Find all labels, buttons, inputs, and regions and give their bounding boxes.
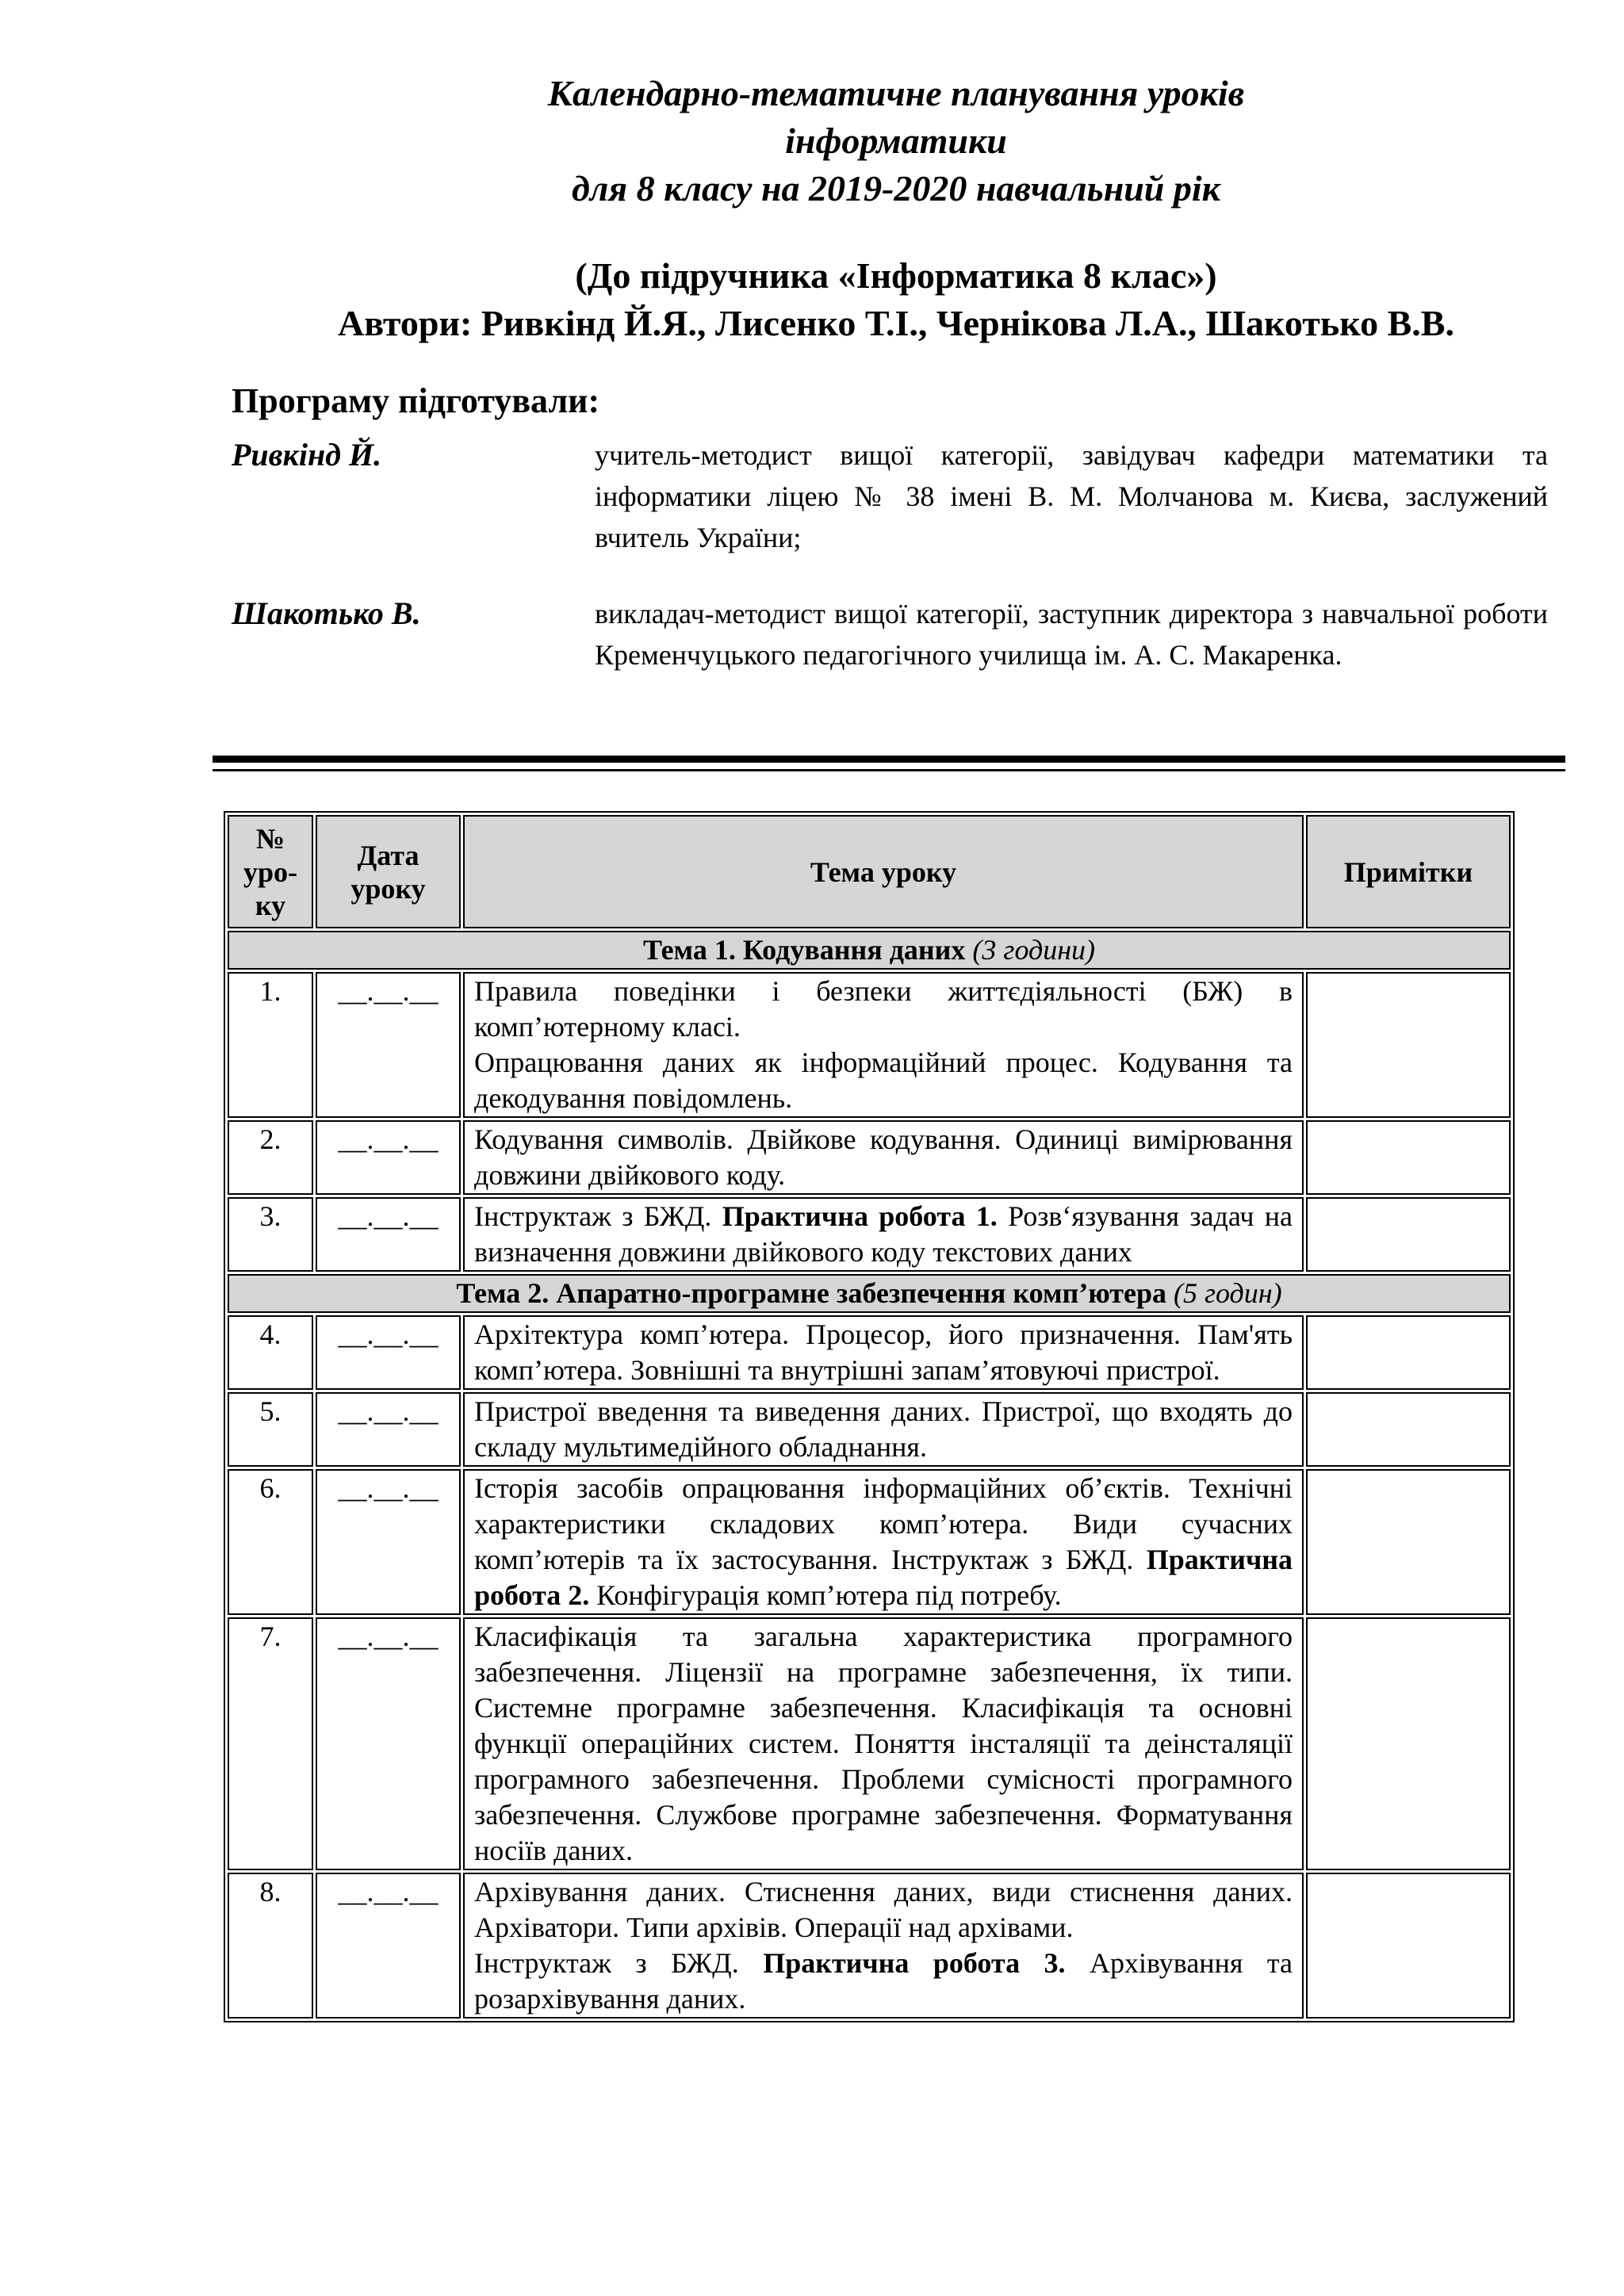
section-title: Тема 1. Кодування даних <box>642 934 966 966</box>
table-row <box>228 1469 1511 1615</box>
lesson-topic: Правила поведінки і безпеки життєдіяльності (БЖ) в комп’ютерному класі. Опрацювання даних як інформаційний процес. Кодування та декодування повідомлень. <box>463 972 1304 1118</box>
lesson-notes <box>1306 1197 1511 1272</box>
lesson-date: __.__.__ <box>316 1469 461 1615</box>
lesson-topic: Інструктаж з БЖД. Практична робота 1. Розв‘язування задач на визначення довжини двійкового коду текстових даних <box>463 1197 1304 1272</box>
practical-work-label: Практична робота 1. <box>722 1200 998 1232</box>
header-lesson-number: № уро-ку <box>228 815 313 928</box>
lesson-topic: Пристрої введення та виведення даних. Пристрої, що входять до складу мультимедійного обладнання. <box>463 1392 1304 1467</box>
prepared-by-heading: Програму підготували: <box>232 381 600 420</box>
lesson-date: __.__.__ <box>316 1197 461 1272</box>
lesson-number: 2. <box>228 1120 313 1195</box>
lesson-date: __.__.__ <box>316 1617 461 1870</box>
author-entry <box>232 593 1548 675</box>
lesson-number: 6. <box>228 1469 313 1615</box>
author-name: Ривкінд Й. <box>232 437 382 473</box>
table-row <box>228 1120 1511 1195</box>
table-row <box>228 1617 1511 1870</box>
section-hours: (3 години) <box>972 934 1096 966</box>
lesson-notes <box>1306 1469 1511 1615</box>
author-description: учитель-методист вищої категорії, завідувач кафедри математики та інформатики ліцею № 38 імені В. М. Молчанова м. Києва, заслужений вчитель України; <box>595 439 1548 553</box>
lesson-date: __.__.__ <box>316 972 461 1118</box>
section-title: Тема 2. Апаратно-програмне забезпечення комп’ютера <box>456 1277 1166 1309</box>
header-lesson-date: Дата уроку <box>316 815 461 928</box>
lesson-number: 1. <box>228 972 313 1118</box>
textbook-title: (До підручника «Інформатика 8 клас») <box>575 255 1217 296</box>
lesson-topic: Історія засобів опрацювання інформаційних об’єктів. Технічні характеристики складових комп’ютера. Види сучасних комп’ютерів та їх застосування. Інструктаж з БЖД. Практична робота 2. Конфігурація комп’ютера під потребу. <box>463 1469 1304 1615</box>
lesson-notes <box>1306 972 1511 1118</box>
authors-line: Автори: Ривкінд Й.Я., Лисенко Т.І., Чернікова Л.А., Шакотько В.В. <box>338 303 1454 343</box>
lesson-number: 5. <box>228 1392 313 1467</box>
lesson-topic: Кодування символів. Двійкове кодування. Одиниці вимірювання довжини двійкового коду. <box>463 1120 1304 1195</box>
title-line-3: для 8 класу на 2019-2020 навчальний рік <box>571 168 1220 209</box>
title-line-2: інформатики <box>785 121 1007 161</box>
title-line-1: Календарно-тематичне планування уроків <box>547 73 1245 113</box>
table-row <box>228 972 1511 1118</box>
header-lesson-topic: Тема уроку <box>463 815 1304 928</box>
table-row <box>228 1873 1511 2019</box>
lesson-number: 8. <box>228 1873 313 2019</box>
lesson-topic: Архівування даних. Стиснення даних, види стиснення даних. Архіватори. Типи архівів. Операції над архівами. Інструктаж з БЖД. Практична робота 3. Архівування та розархівування даних. <box>463 1873 1304 2019</box>
author-description: викладач-методист вищої категорії, заступник директора з навчальної роботи Кременчуцького педагогічного училища ім. А. С. Макаренка. <box>595 598 1548 671</box>
section-row <box>228 1274 1511 1313</box>
table-header-row <box>228 815 1511 928</box>
lesson-date: __.__.__ <box>316 1120 461 1195</box>
table-row <box>228 1197 1511 1272</box>
lesson-topic: Архітектура комп’ютера. Процесор, його призначення. Пам'ять комп’ютера. Зовнішні та внутрішні запам’ятовуючі пристрої. <box>463 1315 1304 1390</box>
lesson-number: 3. <box>228 1197 313 1272</box>
lesson-notes <box>1306 1315 1511 1390</box>
practical-work-label: Практична робота 2. <box>474 1544 1293 1611</box>
lesson-notes <box>1306 1392 1511 1467</box>
practical-work-label: Практична робота 3. <box>763 1947 1066 1979</box>
lesson-notes <box>1306 1873 1511 2019</box>
lesson-number: 4. <box>228 1315 313 1390</box>
section-hours: (5 годин) <box>1173 1277 1282 1309</box>
lesson-topic: Класифікація та загальна характеристика програмного забезпечення. Ліцензії на програмне забезпечення, їх типи. Системне програмне забезпечення. Класифікація та основні функції операційних систем. Поняття інсталяції та деінсталяції програмного забезпечення. Проблеми сумісності програмного забезпечення. Службове програмне забезпечення. Форматування носіїв даних. <box>463 1617 1304 1870</box>
lesson-plan-table <box>224 811 1515 2022</box>
author-entry <box>232 434 1548 558</box>
document-title <box>230 70 1562 212</box>
author-name: Шакотько В. <box>232 595 421 631</box>
textbook-info <box>230 252 1562 347</box>
section-row <box>228 931 1511 970</box>
lesson-date: __.__.__ <box>316 1315 461 1390</box>
lesson-date: __.__.__ <box>316 1873 461 2019</box>
separator-thick <box>213 756 1565 763</box>
table-row <box>228 1392 1511 1467</box>
lesson-notes <box>1306 1617 1511 1870</box>
lesson-date: __.__.__ <box>316 1392 461 1467</box>
table-row <box>228 1315 1511 1390</box>
lesson-number: 7. <box>228 1617 313 1870</box>
lesson-notes <box>1306 1120 1511 1195</box>
header-notes: Примітки <box>1306 815 1511 928</box>
separator-thin <box>213 769 1565 771</box>
